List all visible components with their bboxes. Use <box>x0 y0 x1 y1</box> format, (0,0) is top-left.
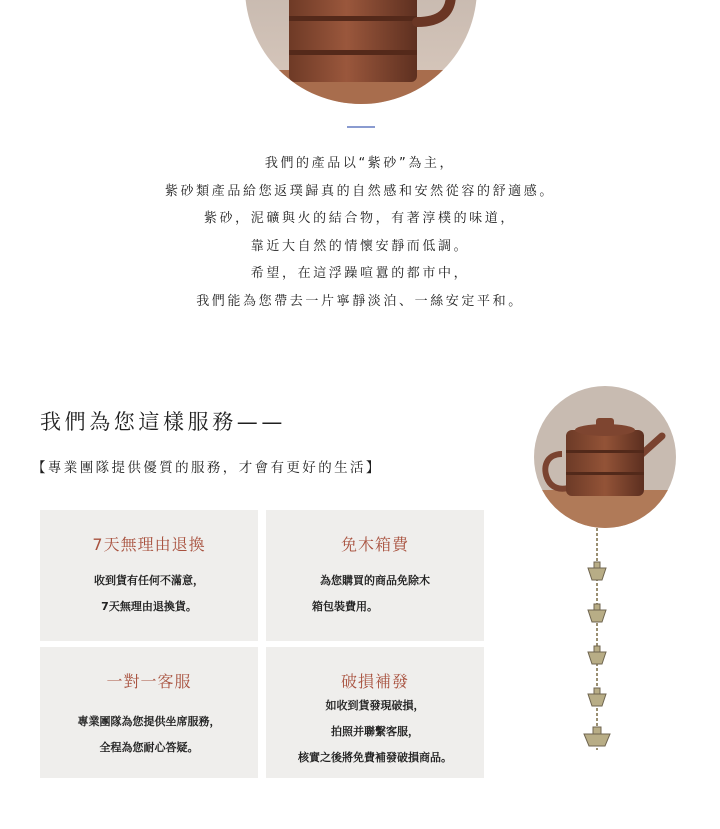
card-line: 7天無理由退換貨。 <box>101 600 197 613</box>
card-heading: 破損補發 <box>340 672 409 691</box>
intro-line: 紫砂，泥礦與火的結合物，有著淳樸的味道， <box>203 211 516 226</box>
service-card-damage <box>266 647 484 778</box>
card-line: 箱包裝費用。 <box>312 600 378 613</box>
teapot-photo-top <box>245 0 477 104</box>
service-card-free-box <box>266 510 484 641</box>
card-line: 專業團隊為您提供坐席服務， <box>77 715 221 728</box>
card-heading: 7天無理由退換 <box>92 535 206 554</box>
service-title: 我們為您這樣服務—— <box>40 410 286 434</box>
intro-line: 我們能為您帶去一片寧靜淡泊、一絲安定平和。 <box>196 293 524 309</box>
intro-line: 靠近大自然的情懷安靜而低調。 <box>250 238 470 254</box>
card-line: 拍照并聯繫客服， <box>331 725 419 738</box>
intro-line: 我們的產品以“紫砂”為主， <box>264 156 456 171</box>
intro-line: 希望，在這浮躁喧囂的都市中， <box>250 266 470 281</box>
service-card-support <box>40 647 258 778</box>
card-line: 為您購買的商品免除木 <box>320 574 430 587</box>
card-heading: 免木箱費 <box>340 535 409 554</box>
section-divider <box>347 126 375 128</box>
card-heading: 一對一客服 <box>106 672 192 691</box>
teapot-photo-side <box>534 386 676 528</box>
card-body <box>266 693 484 771</box>
card-line: 如收到貨發現破損， <box>325 699 425 712</box>
intro-line: 紫砂類產品給您返璞歸真的自然感和安然從容的舒適感。 <box>164 183 555 199</box>
card-body <box>40 709 258 761</box>
service-subtitle: 【專業團隊提供優質的服務，才會有更好的生活】 <box>32 460 382 476</box>
charm-chain-image <box>576 528 618 752</box>
card-line: 全程為您耐心答疑。 <box>99 741 199 754</box>
card-body <box>40 568 258 620</box>
intro-text <box>0 150 720 315</box>
card-line: 核實之後將免費補發破損商品。 <box>298 751 452 764</box>
card-body <box>266 568 484 620</box>
service-card-return <box>40 510 258 641</box>
bamboo-teapot-image <box>534 386 676 528</box>
teapot-closeup-image <box>245 0 477 104</box>
hanging-charm-chain <box>576 528 618 752</box>
card-line: 收到貨有任何不滿意， <box>94 574 204 587</box>
